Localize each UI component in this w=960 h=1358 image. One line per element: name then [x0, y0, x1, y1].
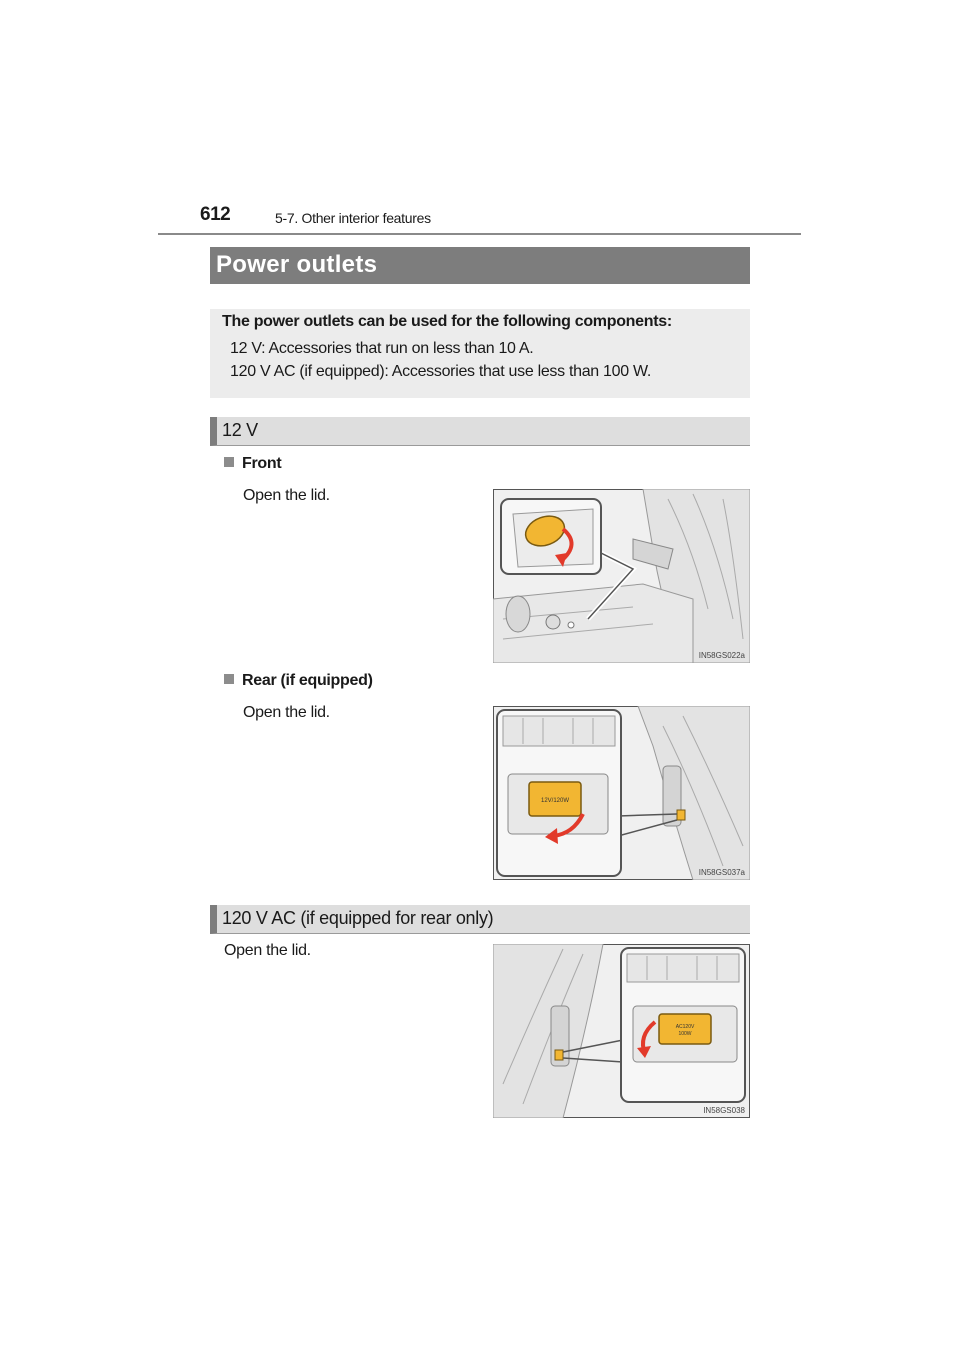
front-instruction: Open the lid.: [243, 487, 330, 504]
rear-lid-label: 12V/120W: [540, 798, 570, 804]
subhead-rear-label: Rear (if equipped): [242, 672, 373, 689]
figure-rear-outlet: [493, 706, 750, 880]
rear-instruction: Open the lid.: [243, 704, 330, 721]
square-bullet-icon: [224, 457, 234, 467]
square-bullet-icon: [224, 674, 234, 684]
figure-front-outlet: [493, 489, 750, 663]
intro-line-12v: 12 V: Accessories that run on less than 10 A.: [230, 340, 534, 357]
figure-code-rear: IN58GS037a: [698, 868, 745, 877]
intro-box: [210, 309, 750, 398]
ac-lid-label-line1: AC120V: [675, 1024, 695, 1030]
figure-code-front: IN58GS022a: [698, 651, 745, 660]
subhead-front-label: Front: [242, 455, 282, 472]
header-rule: [158, 233, 801, 235]
subhead-front: [224, 455, 281, 473]
figure-code-ac: IN58GS038: [703, 1106, 745, 1115]
figure-ac-outlet: [493, 944, 750, 1118]
subhead-rear: [224, 672, 373, 690]
intro-heading: The power outlets can be used for the following components:: [222, 313, 672, 330]
page-title: Power outlets: [210, 247, 750, 284]
ac-instruction: Open the lid.: [224, 942, 311, 959]
ac-lid-label-line2: 100W: [678, 1031, 692, 1037]
section-heading-12v: 12 V: [210, 417, 750, 446]
intro-line-120v: 120 V AC (if equipped): Accessories that use less than 100 W.: [230, 363, 652, 380]
chapter-title: 5-7. Other interior features: [275, 210, 431, 226]
section-heading-120v: 120 V AC (if equipped for rear only): [210, 905, 750, 934]
page-number: 612: [200, 204, 231, 225]
